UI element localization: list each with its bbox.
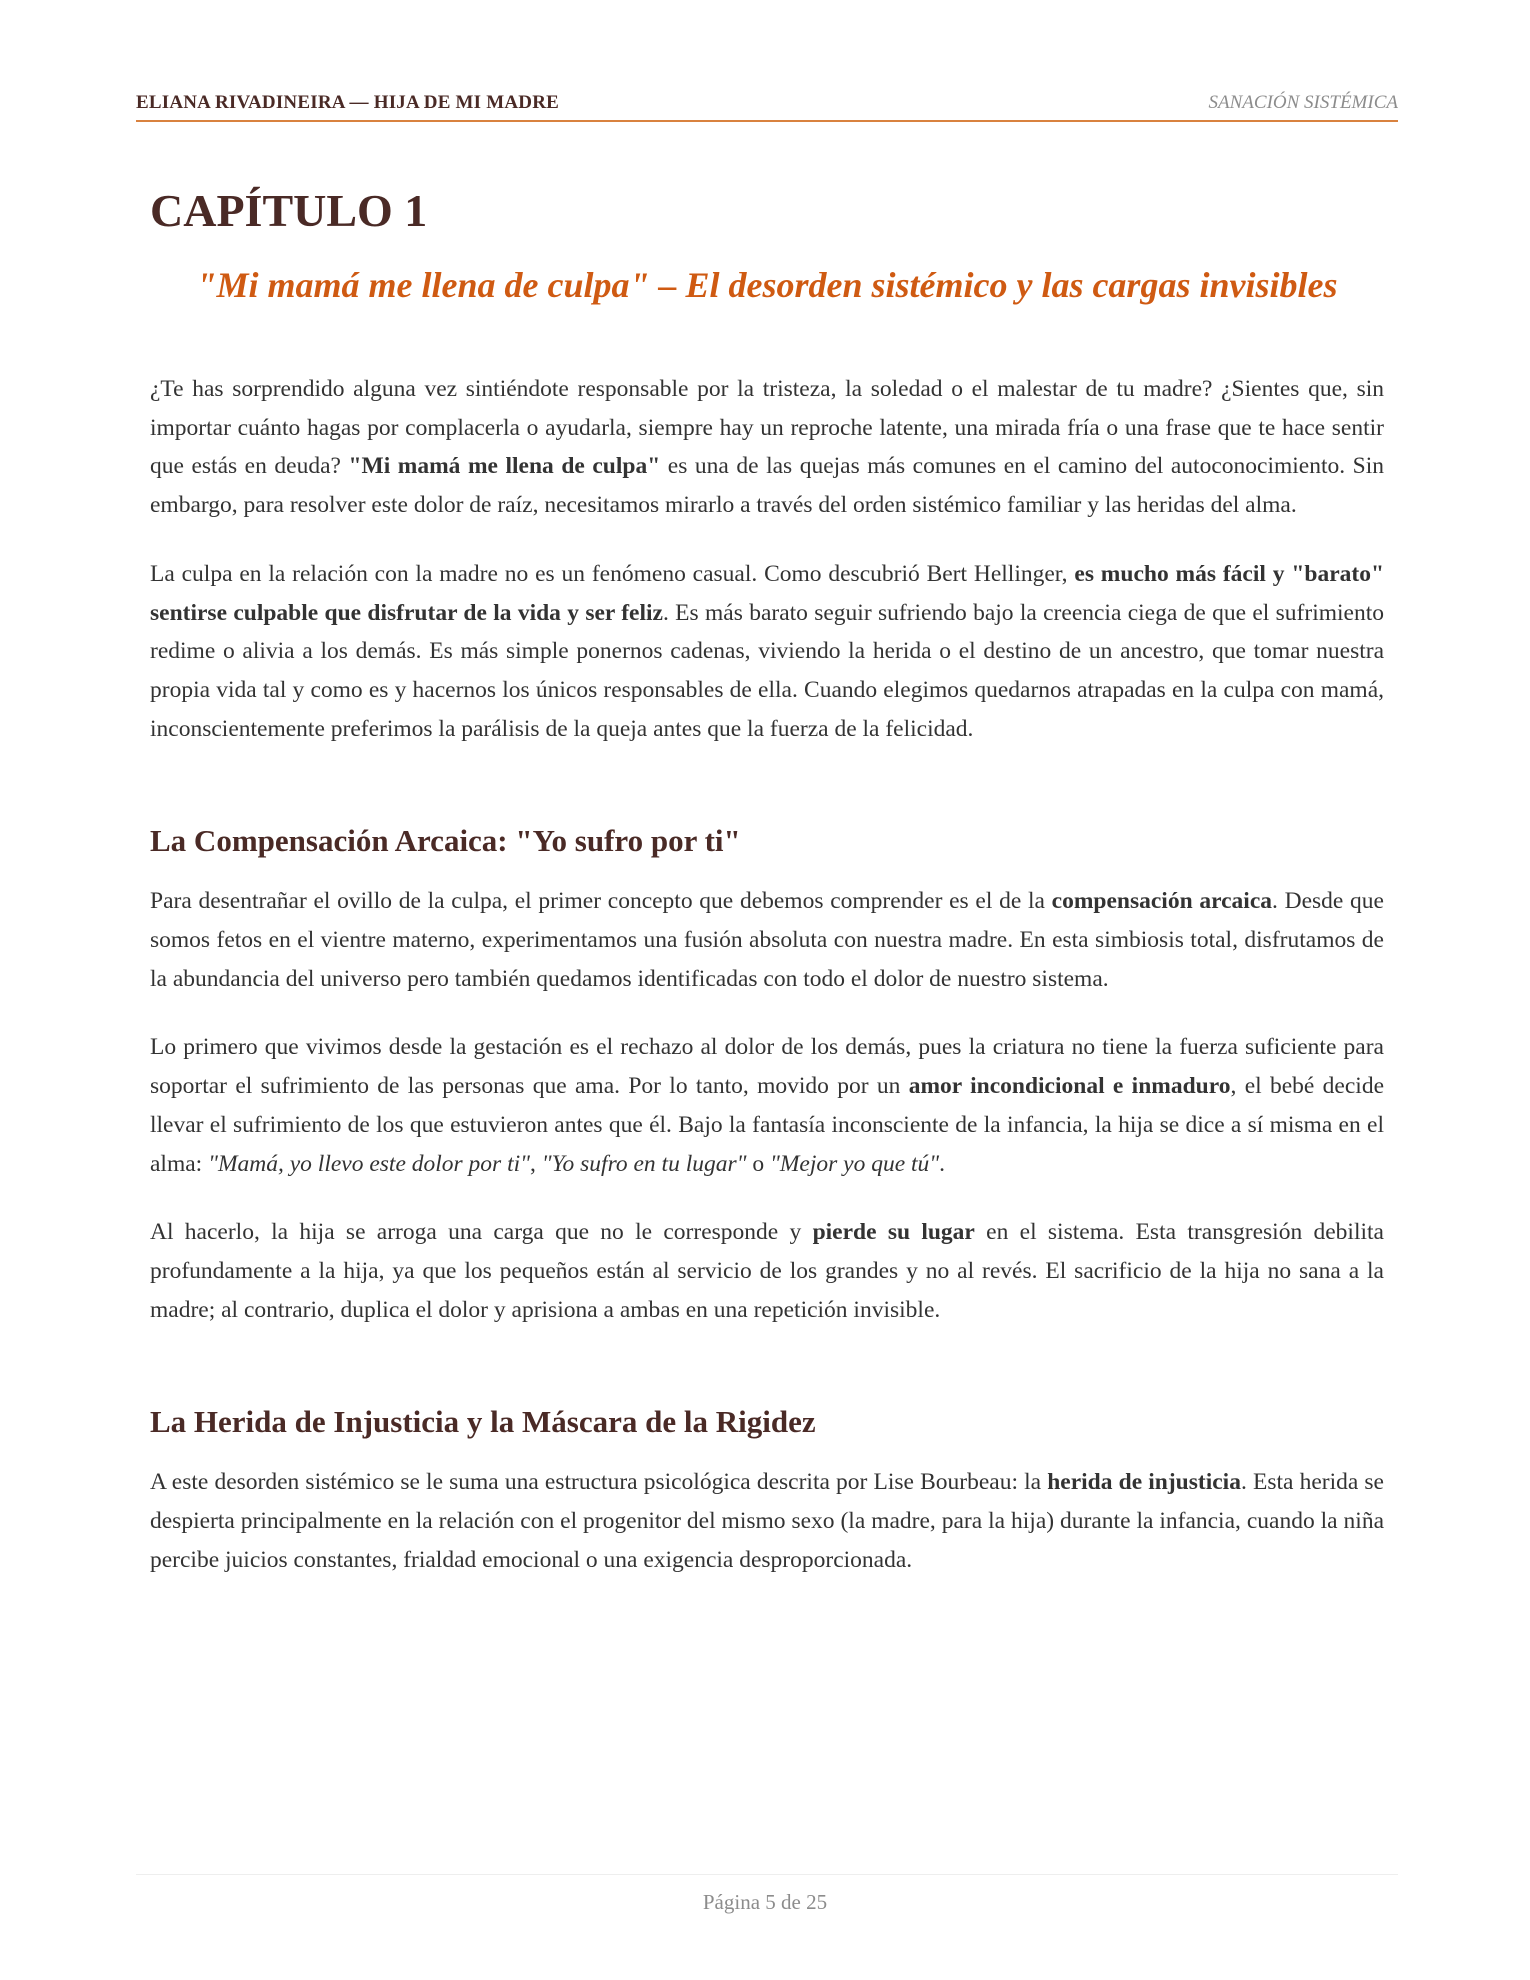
section-heading-compensacion: La Compensación Arcaica: "Yo sufro por ti" <box>150 823 741 859</box>
text-run: . Es más barato seguir sufriendo bajo la creencia ciega de que el sufrimiento redime o alivia a los demás. Es más simple ponernos cadenas, viviendo la herida o el destino de un ancestro, que tomar nuestra propia vida tal y como es y hacernos los únicos responsables de ella. Cuando elegimos quedarnos atrapadas en la culpa con mamá, inconscientemente preferimos la parálisis de la queja antes que la fuerza de la felicidad. <box>150 599 1384 742</box>
text-run: Lo primero que vivimos desde la gestación es el rechazo al dolor de los demás, pues la criatura no tiene la fuerza suficiente para soportar el sufrimiento de las personas que ama. Por lo tanto, movido por un <box>150 1034 1384 1100</box>
chapter-title: CAPÍTULO 1 <box>150 185 428 236</box>
section1-paragraph-2 <box>150 1028 1384 1183</box>
intro-paragraph-2 <box>150 555 1384 749</box>
text-run: Para desentrañar el ovillo de la culpa, el primer concepto que debemos comprender es el de la <box>150 888 1052 915</box>
text-run: La culpa en la relación con la madre no es un fenómeno casual. Como descubrió Bert Hellinger, <box>150 560 1075 587</box>
footer-divider <box>136 1874 1398 1875</box>
italic-quote: "Yo sufro en tu lugar" <box>541 1150 747 1177</box>
bold-phrase: pierde su lugar <box>812 1219 975 1246</box>
bold-phrase: compensación arcaica <box>1051 888 1273 915</box>
text-run: ¿Te has sorprendido alguna vez sintiéndote responsable por la tristeza, la soledad o el malestar de tu madre? ¿Sientes que, sin importar cuánto hagas por complacerla o ayudarla, siempre hay un reproche latente, una mirada fría o una frase que te hace sentir que estás en deuda? <box>150 376 1384 480</box>
section2-paragraph-1 <box>150 1463 1384 1579</box>
running-header <box>136 92 1398 122</box>
page-number: Página 5 de 25 <box>702 1890 828 1914</box>
text-run: . Esta herida se despierta principalmente en la relación con el progenitor del mismo sexo (la madre, para la hija) durante la infancia, cuando la niña percibe juicios constantes, frialdad emocional o una exigencia desproporcionada. <box>150 1469 1384 1573</box>
italic-quote: "Mamá, yo llevo este dolor por ti" <box>208 1150 530 1177</box>
text-run: , <box>530 1150 542 1177</box>
bold-phrase: es mucho más fácil y "barato" sentirse culpable que disfrutar de la vida y ser feliz <box>150 560 1384 626</box>
main-content <box>150 178 1384 1579</box>
text-run: , el bebé decide llevar el sufrimiento de los que estuvieron antes que él. Bajo la fantasía inconsciente de la infancia, la hija se dice a sí misma en el alma: <box>150 1073 1384 1177</box>
intro-paragraph-1 <box>150 370 1384 525</box>
text-run: A este desorden sistémico se le suma una estructura psicológica descrita por Lise Bourbeau: la <box>150 1469 1048 1496</box>
header-section-name: SANACIÓN SISTÉMICA <box>1208 92 1398 113</box>
text-run: . Desde que somos fetos en el vientre materno, experimentamos una fusión absoluta con nuestra madre. En esta simbiosis total, disfrutamos de la abundancia del universo pero también quedamos identificadas con todo el dolor de nuestro sistema. <box>150 888 1384 992</box>
header-author-title: ELIANA RIVADINEIRA — HIJA DE MI MADRE <box>136 92 559 113</box>
section1-paragraph-3 <box>150 1213 1384 1329</box>
bold-phrase: herida de injusticia <box>1047 1469 1241 1496</box>
section-heading-injusticia: La Herida de Injusticia y la Máscara de la Rigidez <box>150 1404 816 1440</box>
text-run: en el sistema. Esta transgresión debilita profundamente a la hija, ya que los pequeños están al servicio de los grandes y no al revés. El sacrificio de la hija no sana a la madre; al contrario, duplica el dolor y aprisiona a ambas en una repetición invisible. <box>150 1219 1384 1323</box>
text-run: Al hacerlo, la hija se arroga una carga que no le corresponde y <box>150 1219 813 1246</box>
text-run: o <box>746 1150 770 1177</box>
bold-phrase: amor incondicional e inmaduro <box>908 1073 1231 1100</box>
bold-phrase: "Mi mamá me llena de culpa" <box>348 453 661 480</box>
italic-quote: "Mejor yo que tú" <box>769 1150 940 1177</box>
chapter-subtitle: "Mi mamá me llena de culpa" – El desorden sistémico y las cargas invisibles <box>196 265 1338 305</box>
text-run: es una de las quejas más comunes en el camino del autoconocimiento. Sin embargo, para resolver este dolor de raíz, necesitamos mirarlo a través del orden sistémico familiar y las heridas del alma. <box>150 453 1384 519</box>
text-run: . <box>939 1150 946 1177</box>
section1-paragraph-1 <box>150 882 1384 998</box>
